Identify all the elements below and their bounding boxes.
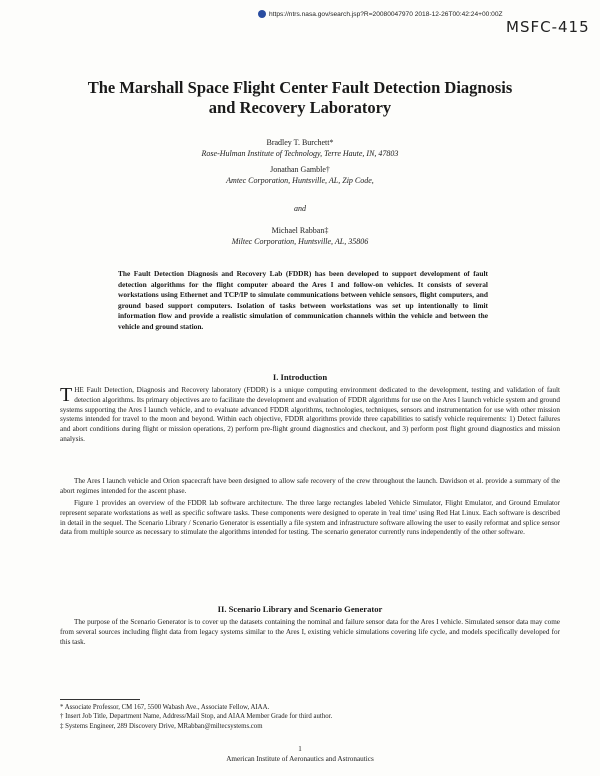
page-number: 1: [298, 745, 302, 753]
ntrs-url-stamp: [258, 10, 503, 18]
url-text: https://ntrs.nasa.gov/search.jsp?R=20080047970 2018-12-26T00:42:24+00:00Z: [269, 10, 503, 18]
title-line-2: and Recovery Laboratory: [208, 98, 392, 117]
author-affiliation: Rose-Hulman Institute of Technology, Terre Haute, IN, 47803: [201, 149, 399, 158]
author-1: [0, 137, 600, 159]
footnote-2: † Insert Job Title, Department Name, Address/Mail Stop, and AIAA Member Grade for third author.: [60, 713, 333, 721]
author-2: [0, 164, 600, 186]
author-name: Jonathan Gamble†: [270, 165, 330, 174]
section-heading-introduction: I. Introduction: [272, 372, 328, 382]
intro-paragraph-2: The Ares I launch vehicle and Orion spacecraft have been designed to allow safe recovery of the crew throughout the launch. Davidson et al. provide a summary of the abort regimes intended for the ascent phase.: [60, 477, 560, 495]
footnotes: [60, 703, 560, 731]
and-word: and: [294, 204, 306, 213]
scenario-paragraph-1: The purpose of the Scenario Generator is to cover up the datasets containing the nominal and failure sensor data for the Ares I vehicle. Simulated sensor data may come from several sources including flight data from legacy systems similar to the Ares I, existing vehicle simulations covering life cycle, and models specifically developed for this task.: [60, 618, 560, 646]
abstract: The Fault Detection Diagnosis and Recovery Lab (FDDR) has been developed to support development of fault detection algorithms for the flight computer aboard the Ares I and follow-on vehicles. It consists of several workstations using Ethernet and TCP/IP to simulate communications between vehicle sensors, flight computers, and ground based support computers. Isolation of tasks between workstations was set up intentionally to limit information flow and provide a realistic simulation of communication channels within the vehicle and between the vehicle and ground station.: [118, 269, 488, 331]
author-name: Bradley T. Burchett*: [266, 138, 334, 147]
page-footer: American Institute of Aeronautics and Astronautics: [226, 755, 374, 763]
footnote-1: * Associate Professor, CM 167, 5500 Wabash Ave., Associate Fellow, AIAA.: [60, 704, 270, 711]
author-3: [0, 225, 600, 247]
section-heading-scenario-library: II. Scenario Library and Scenario Generator: [217, 604, 383, 614]
author-name: Michael Rabban‡: [271, 226, 329, 235]
handwritten-mark: MSFC-415: [506, 18, 590, 36]
intro-paragraph-1: [60, 386, 560, 445]
nasa-logo-icon: [258, 10, 266, 18]
author-affiliation: Amtec Corporation, Huntsville, AL, Zip Code,: [226, 176, 374, 185]
author-affiliation: Miltec Corporation, Huntsville, AL, 35806: [231, 237, 369, 246]
drop-cap: T: [60, 384, 73, 406]
paragraph-text: HE Fault Detection, Diagnosis and Recovery laboratory (FDDR) is a unique computing environment dedicated to the development, testing and validation of fault detection algorithms. Its primary objectives are to facilitate the development and evaluation of FDDR algorithms for use on the Ares I launch vehicle system and ground systems supporting the Ares I launch vehicle, and to evaluate advanced FDDR algorithms, technologies, techniques, sensors and instrumentation for use with other mission systems intended for travel to the moon and beyond. Within each objective, FDDR algorithms provide three capabilities to satisfy vehicle requirements: 1) Detect failures and abort conditions during flight or mission operations, 2) perform pre-flight ground diagnostics and checkout, and 3) perform post flight ground diagnostics and mission analysis.: [60, 386, 560, 443]
title-line-1: The Marshall Space Flight Center Fault Detection Diagnosis: [87, 78, 513, 97]
intro-paragraph-3: Figure 1 provides an overview of the FDDR lab software architecture. The three large rectangles labeled Vehicle Simulator, Flight Emulator, and Ground Emulator represent separate workstations as well as specific software tasks. These components were designed to operate in 'real time' using Red Hat Linux. Each software is described in detail in the sequel. The Scenario Library / Scenario Generator is essentially a file system and infrastructure software allowing the user to easily reformat and splice sensor data from multiple source as necessary to stimulate the algorithms intended for testing. The scenario generator currently runs independently of the other software.: [60, 499, 560, 537]
footnote-3: ‡ Systems Engineer, 289 Discovery Drive, MRabban@miltecsystems.com: [60, 722, 263, 730]
footnote-rule: [60, 699, 140, 700]
paper-title: [40, 78, 560, 118]
